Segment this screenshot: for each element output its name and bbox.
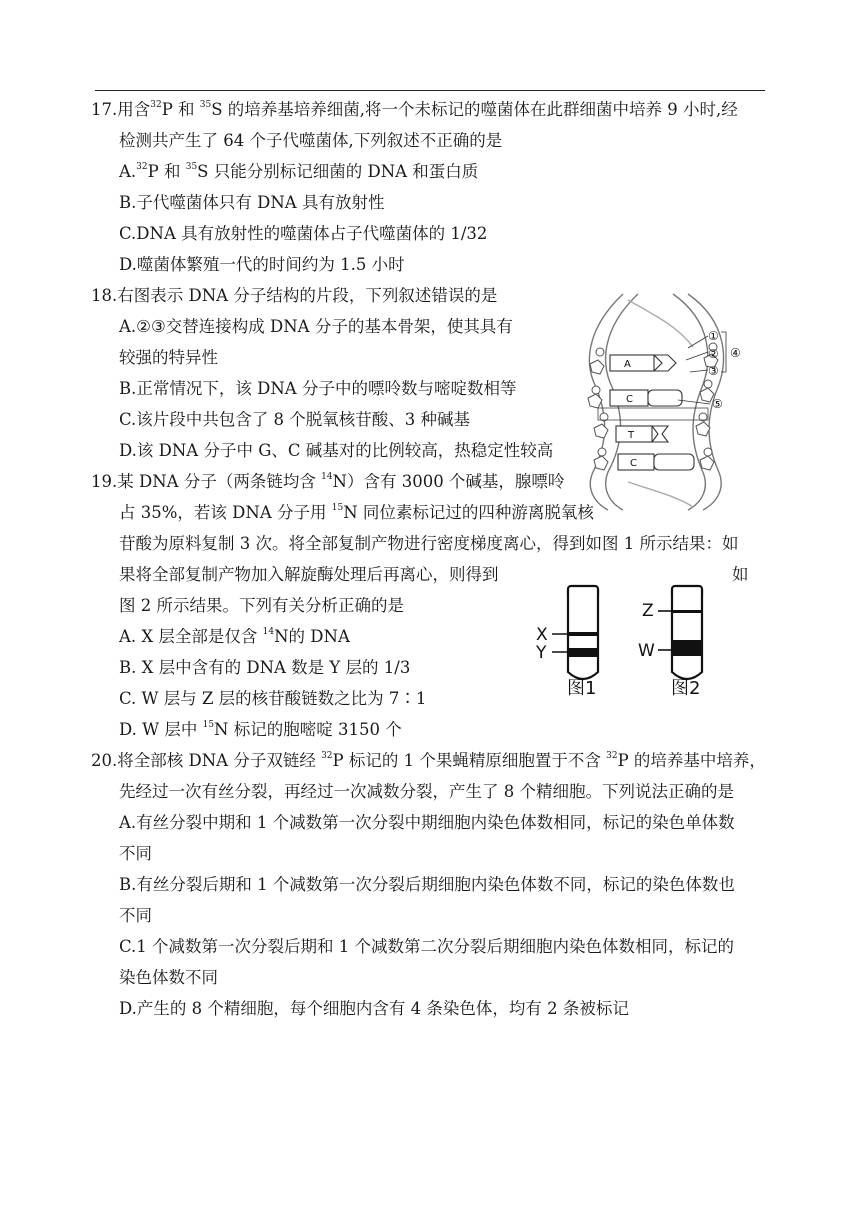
dna-label-2: ② bbox=[708, 347, 719, 361]
tube2-band-z bbox=[673, 610, 701, 613]
fig1-caption: 图1 bbox=[567, 678, 597, 699]
dna-base-label-1: A bbox=[624, 359, 631, 370]
tube1-label-y: Y bbox=[536, 643, 547, 663]
dna-structure-figure bbox=[568, 292, 768, 512]
q19-stem-line4-tail: 如 bbox=[732, 565, 749, 584]
dna-label-1: ① bbox=[708, 329, 719, 343]
tube2-label-z: Z bbox=[642, 601, 654, 621]
header-rule bbox=[95, 90, 765, 91]
centrifuge-tubes-figure bbox=[530, 580, 740, 700]
q18-stem: 18.右图表示 DNA 分子结构的片段，下列叙述错误的是 bbox=[91, 286, 498, 305]
tube1-label-x: X bbox=[536, 625, 548, 645]
q18-option-b: B.正常情况下，该 DNA 分子中的嘌呤数与嘧啶数相等 bbox=[119, 379, 517, 398]
q20-stem-line2: 先经过一次有丝分裂，再经过一次减数分裂，产生了 8 个精细胞。下列说法正确的是 bbox=[119, 782, 734, 801]
q20-option-b-line1: B.有丝分裂后期和 1 个减数第一次分裂后期细胞内染色体数不同，标记的染色体数也 bbox=[119, 875, 735, 894]
dna-base-label-4: C bbox=[630, 458, 637, 469]
q19-stem-line4: 果将全部复制产物加入解旋酶处理后再离心，则得到 bbox=[119, 565, 499, 584]
q20-option-c-line1: C.1 个减数第一次分裂后期和 1 个减数第二次分裂后期细胞内染色体数相同，标记的 bbox=[119, 937, 735, 956]
q19-stem-line2: 占 35%，若该 DNA 分子用 $^{15}$N 同位素标记过的四种游离脱氧核 bbox=[119, 503, 594, 522]
q18-option-c: C.该片段中共包含了 8 个脱氧核苷酸、3 种碱基 bbox=[119, 410, 471, 429]
dna-label-3: ③ bbox=[708, 364, 719, 378]
tube2-label-w: W bbox=[638, 641, 655, 661]
q19-stem-line3: 苷酸为原料复制 3 次。将全部复制产物进行密度梯度离心，得到如图 1 所示结果：如 bbox=[119, 534, 739, 553]
tube-2 bbox=[672, 586, 702, 679]
q17-option-c: C.DNA 具有放射性的噬菌体占子代噬菌体的 1/32 bbox=[119, 224, 488, 243]
dna-base-label-3: T bbox=[628, 430, 635, 441]
q20-option-a-line1: A.有丝分裂中期和 1 个减数第一次分裂中期细胞内染色体数相同，标记的染色单体数 bbox=[119, 813, 735, 832]
q20-option-d: D.产生的 8 个精细胞，每个细胞内含有 4 条染色体，均有 2 条被标记 bbox=[119, 999, 629, 1018]
q17-option-d: D.噬菌体繁殖一代的时间约为 1.5 小时 bbox=[119, 255, 405, 274]
q20-option-a-line2: 不同 bbox=[119, 844, 152, 863]
q17-option-b: B.子代噬菌体只有 DNA 具有放射性 bbox=[119, 193, 385, 212]
q20-stem-line1: 20.将全部核 DNA 分子双链经 $^{32}$P 标记的 1 个果蝇精原细胞置于不含 $^{32}$P 的培养基中培养， bbox=[91, 751, 766, 770]
q20-option-c-line2: 染色体数不同 bbox=[119, 968, 218, 987]
q20-option-b-line2: 不同 bbox=[119, 906, 152, 925]
q17-stem-line1: 17.用含$^{32}$P 和 $^{35}$S 的培养基培养细菌,将一个未标记的噬菌体在此群细菌中培养 9 小时,经 bbox=[91, 100, 738, 119]
dna-label-4: ④ bbox=[730, 346, 741, 360]
q19-option-c: C. W 层与 Z 层的核苷酸链数之比为 7∶1 bbox=[119, 689, 427, 708]
q17-stem-line2: 检测共产生了 64 个子代噬菌体,下列叙述不正确的是 bbox=[119, 131, 503, 150]
fig2-caption: 图2 bbox=[671, 678, 701, 699]
q19-option-a: A. X 层全部是仅含 $^{14}$N的 DNA bbox=[119, 627, 350, 646]
q18-option-a-line2: 较强的特异性 bbox=[119, 348, 218, 367]
q19-option-d: D. W 层中 $^{15}$N 标记的胞嘧啶 3150 个 bbox=[119, 720, 402, 739]
dna-base-label-2: C bbox=[626, 394, 633, 405]
q19-stem-line5: 图 2 所示结果。下列有关分析正确的是 bbox=[119, 596, 404, 615]
tube2-band-w bbox=[673, 640, 701, 656]
tube1-band-y bbox=[569, 648, 597, 657]
q18-option-d: D.该 DNA 分子中 G、C 碱基对的比例较高，热稳定性较高 bbox=[119, 441, 554, 460]
q18-option-a-line1: A.②③交替连接构成 DNA 分子的基本骨架，使其具有 bbox=[119, 317, 513, 336]
dna-label-5: ⑤ bbox=[712, 397, 723, 411]
q19-stem-line1: 19.某 DNA 分子（两条链均含 $^{14}$N）含有 3000 个碱基，腺嘌呤 bbox=[91, 472, 565, 491]
q19-option-b: B. X 层中含有的 DNA 数是 Y 层的 1/3 bbox=[119, 658, 411, 677]
q17-option-a: A.$^{32}$P 和 $^{35}$S 只能分别标记细菌的 DNA 和蛋白质 bbox=[119, 162, 479, 181]
tube1-band-x bbox=[569, 632, 597, 636]
